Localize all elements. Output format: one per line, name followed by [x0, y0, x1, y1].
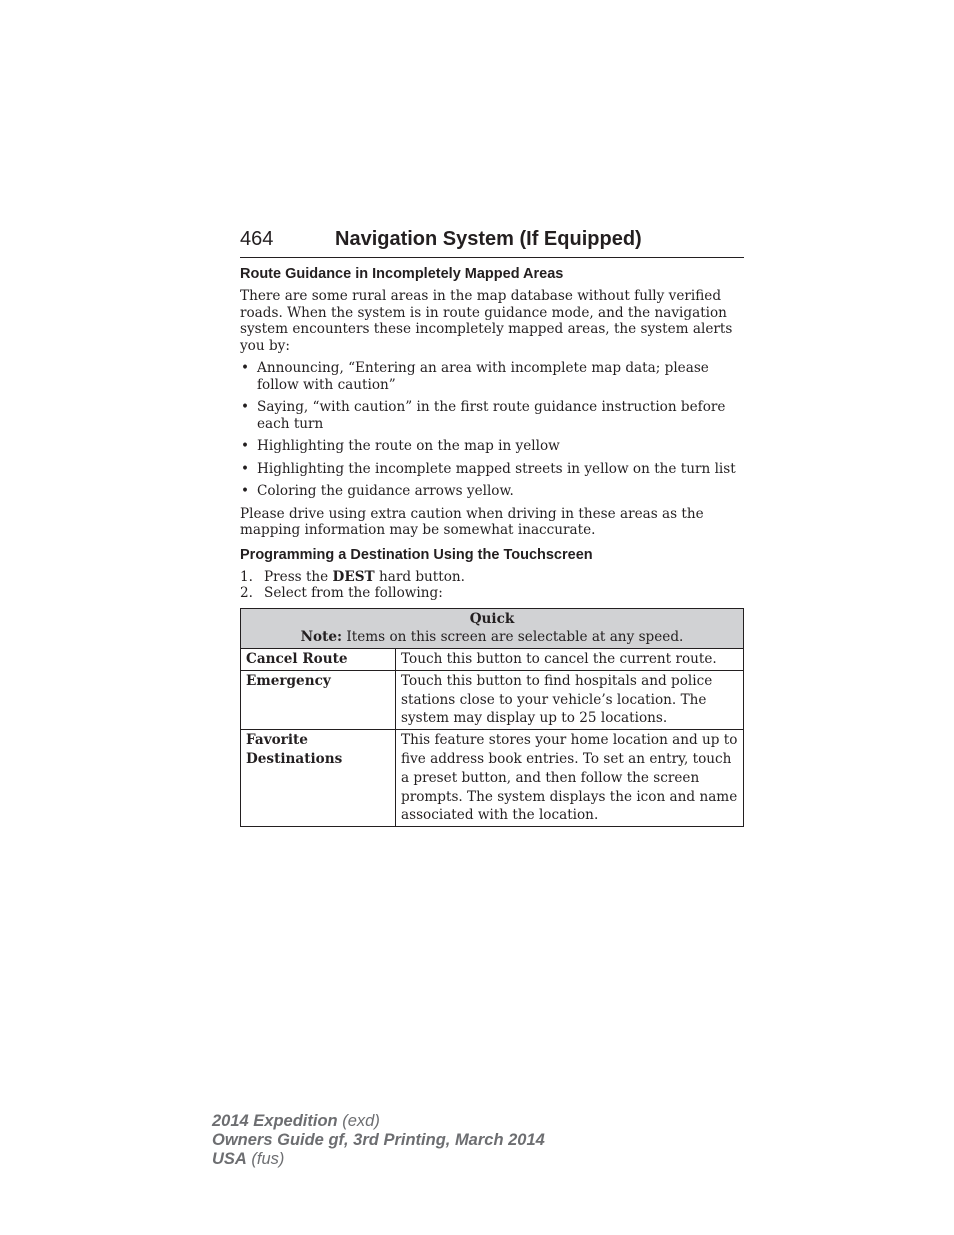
- option-name: Favorite Destinations: [241, 730, 396, 827]
- option-description: Touch this button to find hospitals and police stations close to your vehicle’s location. The system may display up to 25 locations.: [396, 670, 744, 729]
- alert-list: [240, 360, 744, 500]
- list-item: • Highlighting the route on the map in yellow: [240, 438, 744, 455]
- option-name: Emergency: [241, 670, 396, 729]
- table-header: [241, 608, 744, 649]
- page-content: [240, 228, 744, 827]
- option-description: This feature stores your home location and up to five address book entries. To set an entry, touch a preset button, and then follow the screen prompts. The system displays the icon and name associated with the location.: [396, 730, 744, 827]
- step-number: 1.: [240, 568, 253, 585]
- dest-button-label: DEST: [332, 568, 375, 585]
- document-footer: [212, 1112, 545, 1169]
- table-row: [241, 730, 744, 827]
- note-label: Note:: [300, 629, 343, 646]
- chapter-title: Navigation System (If Equipped): [335, 228, 642, 250]
- section-heading-programming-destination: Programming a Destination Using the Touchscreen: [240, 546, 593, 563]
- page-number: 464: [240, 228, 274, 250]
- list-item: • Announcing, “Entering an area with incomplete map data; please follow with caution”: [240, 360, 744, 393]
- step-text: Press the DEST hard button.: [264, 568, 465, 585]
- section-heading-incomplete-areas: Route Guidance in Incompletely Mapped Areas: [240, 266, 564, 282]
- steps-list: [240, 569, 744, 602]
- option-name: Cancel Route: [241, 649, 396, 671]
- caution-paragraph: Please drive using extra caution when driving in these areas as the mapping information may be somewhat inaccurate.: [240, 505, 704, 538]
- step-text: Select from the following:: [264, 585, 443, 601]
- option-description: Touch this button to cancel the current route.: [396, 649, 744, 671]
- table-row: [241, 670, 744, 729]
- footer-line-region: USA (fus): [212, 1150, 285, 1168]
- table-row: [241, 649, 744, 671]
- step-number: 2.: [240, 585, 253, 601]
- page-header: [240, 228, 744, 258]
- quick-menu-table: [240, 608, 744, 828]
- step-item: [240, 569, 744, 586]
- intro-paragraph: There are some rural areas in the map database without fully verified roads. When the system is in route guidance mode, and the navigation system encounters these incompletely mapped areas, the system alerts you by:: [240, 288, 733, 354]
- footer-line-guide: Owners Guide gf, 3rd Printing, March 2014: [212, 1131, 545, 1149]
- table-header-row: [241, 608, 744, 649]
- list-item: • Coloring the guidance arrows yellow.: [240, 483, 744, 500]
- list-item: • Highlighting the incomplete mapped streets in yellow on the turn list: [240, 461, 744, 478]
- footer-line-model: 2014 Expedition (exd): [212, 1112, 380, 1130]
- table-title: Quick: [469, 610, 515, 627]
- step-item: [240, 585, 744, 602]
- list-item: • Saying, “with caution” in the first route guidance instruction before each turn: [240, 399, 744, 432]
- note-text: Items on this screen are selectable at any speed.: [342, 629, 684, 646]
